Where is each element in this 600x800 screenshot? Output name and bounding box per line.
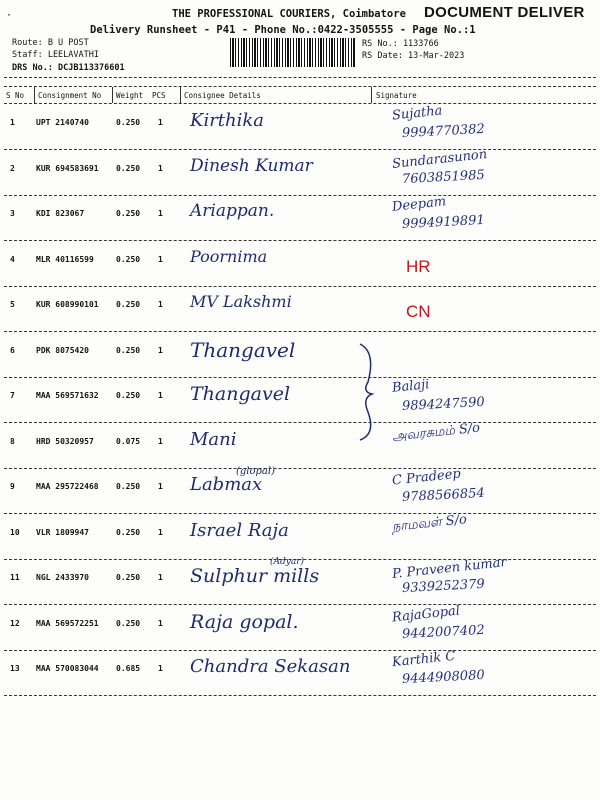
runsheet-title: Delivery Runsheet - P41 - Phone No.:0422-3505555 - Page No.:1 <box>90 24 476 36</box>
row-pcs: 1 <box>158 345 163 355</box>
row-consignment-no: UPT 2140740 <box>36 118 89 127</box>
row-divider <box>4 240 596 241</box>
consignee-name: Ariappan. <box>190 201 275 221</box>
signature: Sundarasunon <box>391 146 488 172</box>
row-sno: 10 <box>10 527 20 537</box>
row-bracket <box>356 342 386 442</box>
rs-number: RS No.: 1133766 <box>362 39 439 49</box>
page-corner-marks: · <box>6 10 13 21</box>
row-weight: 0.075 <box>116 436 141 446</box>
drs-label: DRS No.: DCJB113376601 <box>12 63 125 73</box>
col-consignment: Consignment No <box>38 91 102 100</box>
row-weight: 0.250 <box>116 573 141 582</box>
row-weight: 0.250 <box>116 209 141 218</box>
consignee-name: Sulphur mills <box>190 565 320 587</box>
row-sno: 3 <box>10 209 15 218</box>
col-sep <box>112 87 113 103</box>
row-pcs: 1 <box>158 391 163 400</box>
signature-mark: HR <box>406 256 431 276</box>
row-pcs: 1 <box>158 436 163 446</box>
signature: Karthik C <box>391 648 457 671</box>
row-divider <box>4 286 596 287</box>
row-divider <box>4 377 596 378</box>
row-pcs: 1 <box>158 300 163 309</box>
consignee-name: Israel Raja <box>190 519 289 541</box>
row-divider <box>4 650 596 651</box>
row-weight: 0.250 <box>116 254 141 264</box>
row-divider <box>4 422 596 423</box>
consignee-name: Dinesh Kumar <box>190 155 313 176</box>
row-sno: 7 <box>10 391 15 400</box>
col-sep <box>34 87 35 103</box>
signature-phone: 7603851985 <box>401 167 486 187</box>
row-pcs: 1 <box>158 482 163 491</box>
col-sno: S No <box>6 91 25 100</box>
row-sno: 13 <box>10 664 20 673</box>
row-weight: 0.250 <box>116 300 141 309</box>
signature-phone: 9444908080 <box>401 667 486 688</box>
row-sno: 1 <box>10 118 15 127</box>
col-consignee: Consignee Details <box>184 91 261 100</box>
signature: Deepam <box>391 194 447 215</box>
row-consignment-no: MAA 295722468 <box>36 482 99 491</box>
company-name: THE PROFESSIONAL COURIERS, Coimbatore <box>172 8 406 20</box>
row-consignment-no: VLR 1809947 <box>36 527 89 537</box>
row-sno: 5 <box>10 300 15 309</box>
col-pcs: PCS <box>152 91 166 100</box>
signature-phone: 9894247590 <box>401 394 486 415</box>
row-weight: 0.250 <box>116 482 141 491</box>
col-weight: Weight <box>116 91 144 100</box>
table-header-bottom <box>4 103 596 104</box>
table-header-top <box>4 86 596 87</box>
row-consignment-no: NGL 2433970 <box>36 573 89 582</box>
signature-phone: 9339252379 <box>401 576 486 597</box>
consignee-name: Thangavel <box>190 337 296 362</box>
row-pcs: 1 <box>158 163 163 173</box>
row-divider <box>4 695 596 696</box>
row-sno: 11 <box>10 573 20 582</box>
consignee-name: Thangavel <box>190 383 291 405</box>
row-pcs: 1 <box>158 573 163 582</box>
consignee-name: Chandra Sekasan <box>190 656 351 677</box>
row-weight: 0.250 <box>116 163 141 173</box>
row-pcs: 1 <box>158 664 163 673</box>
signature: P. Praveen kumar <box>391 555 508 582</box>
consignee-name: MV Lakshmi <box>190 292 292 311</box>
signature-phone: 9788566854 <box>401 485 486 506</box>
row-consignment-no: HRD 50320957 <box>36 436 94 446</box>
signature: நாமவள் S/o <box>391 511 468 535</box>
row-consignment-no: PDK 8075420 <box>36 345 89 355</box>
consignee-note: (glopal) <box>236 466 275 477</box>
signature: Balaji <box>391 377 431 396</box>
row-sno: 9 <box>10 482 15 491</box>
row-pcs: 1 <box>158 618 163 628</box>
row-consignment-no: KUR 694583691 <box>36 163 99 173</box>
row-sno: 4 <box>10 254 15 264</box>
signature: Sujatha <box>391 103 444 124</box>
row-divider <box>4 468 596 469</box>
route-label: Route: B U POST <box>12 38 89 48</box>
rs-date: RS Date: 13-Mar-2023 <box>362 51 465 61</box>
col-signature: Signature <box>376 91 417 100</box>
row-consignment-no: MAA 569571632 <box>36 391 99 400</box>
row-sno: 2 <box>10 163 15 173</box>
row-consignment-no: KUR 608990101 <box>36 300 99 309</box>
row-divider <box>4 513 596 514</box>
row-pcs: 1 <box>158 527 163 537</box>
row-sno: 8 <box>10 436 15 446</box>
consignee-name: Poornima <box>190 246 268 266</box>
row-weight: 0.250 <box>116 618 141 628</box>
col-sep <box>180 87 181 103</box>
document-delivery-stamp: DOCUMENT DELIVER <box>424 4 585 21</box>
signature: RajaGopal <box>391 602 461 626</box>
row-divider <box>4 604 596 605</box>
signature-phone: 9442007402 <box>401 622 486 642</box>
staff-label: Staff: LEELAVATHI <box>12 50 99 60</box>
consignee-name: Labmax <box>190 474 263 495</box>
signature-phone: 9994919891 <box>401 212 486 233</box>
consignee-note: (Adyar) <box>270 557 305 567</box>
row-sno: 12 <box>10 618 20 628</box>
signature-mark: CN <box>406 302 431 321</box>
row-consignment-no: MLR 40116599 <box>36 254 94 264</box>
row-pcs: 1 <box>158 118 163 127</box>
row-pcs: 1 <box>158 254 163 264</box>
row-weight: 0.250 <box>116 118 141 127</box>
signature-phone: 9994770382 <box>401 121 486 142</box>
row-weight: 0.685 <box>116 664 141 673</box>
row-weight: 0.250 <box>116 391 141 400</box>
consignee-name: Mani <box>190 428 237 450</box>
consignee-name: Raja gopal. <box>190 610 299 633</box>
header-divider <box>4 77 596 78</box>
row-consignment-no: MAA 569572251 <box>36 618 99 628</box>
col-sep <box>371 87 372 103</box>
row-consignment-no: MAA 570083044 <box>36 664 99 673</box>
runsheet-barcode <box>230 38 356 67</box>
row-pcs: 1 <box>158 209 163 218</box>
row-consignment-no: KDI 823067 <box>36 209 85 218</box>
row-sno: 6 <box>10 345 15 355</box>
row-weight: 0.250 <box>116 527 141 537</box>
signature: அவரசுமம் S/o <box>391 419 481 445</box>
consignee-name: Kirthika <box>190 110 265 131</box>
row-divider <box>4 331 596 332</box>
row-divider <box>4 195 596 196</box>
row-divider <box>4 149 596 150</box>
signature: C Pradeep <box>391 466 462 489</box>
row-weight: 0.250 <box>116 345 141 355</box>
